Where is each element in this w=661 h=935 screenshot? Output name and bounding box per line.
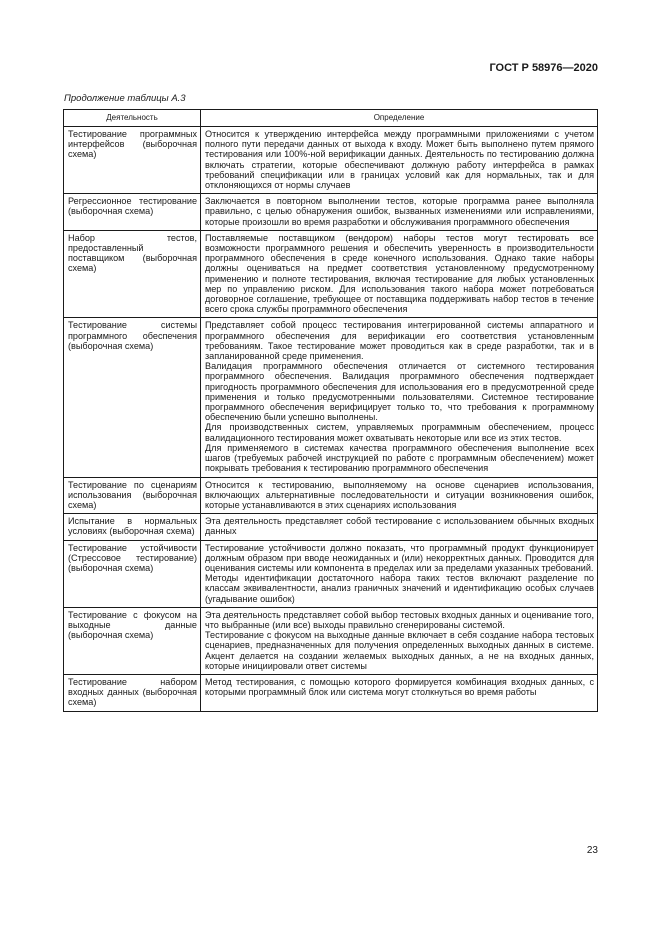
column-header-activity: Деятельность [64,110,201,127]
activity-cell: Регрессионное тестирование (выборочная схема) [64,194,201,231]
definition-cell [201,674,598,711]
activity-cell: Тестирование с фокусом на выходные данные (выборочная схема) [64,607,201,674]
definition-paragraph: Метод тестирования, с помощью которого формируется комбинация входных данных, с которыми программный блок или система могут столкнуться во время работы [205,676,594,698]
definition-cell [201,230,598,318]
activities-table [63,109,598,712]
document-code: ГОСТ Р 58976—2020 [489,62,598,74]
activity-cell: Тестирование набором входных данных (выборочная схема) [64,674,201,711]
table-header-row [64,110,598,127]
table-row [64,127,598,194]
column-header-definition: Определение [201,110,598,127]
table-row [64,540,598,607]
table-row [64,477,598,514]
definition-paragraph: Методы идентификации достаточного набора таких тестов включают разделение по классам эквивалентности, анализ граничных значений и идентификацию особых случаев (угадывание ошибок) [205,573,594,604]
definition-cell [201,194,598,231]
table-row [64,607,598,674]
definition-cell [201,540,598,607]
page-number: 23 [586,845,598,856]
definition-paragraph: Тестирование с фокусом на выходные данные включает в себя создание набора тестовых сценариев, предназначенных для получения определенных выходных данных в системе. Акцент делается на создании желаемых выходных данных, а не на входных данных, которые инициировали ответ системы [205,630,594,671]
definition-paragraph: Представляет собой процесс тестирования интегрированной системы аппаратного и программного обеспечения для верификации его соответствия установленным требованиям. Такое тестирование может проводиться как в среде разработки, так и в запланированной среде применения. [205,320,594,362]
definition-paragraph: Для производственных систем, управляемых программным обеспечением, процесс валидационного тестирования может охватывать некоторые или все из этих тестов. [205,422,594,443]
definition-paragraph: Относится к тестированию, выполняемому на основе сценариев использования, включающих альтернативные последовательности и ситуации возникновения ошибок, которые устанавливаются в этих сценариях использования [205,479,594,510]
definition-cell [201,127,598,194]
definition-paragraph: Для применяемого в системах качества программного обеспечения выполнение всех шагов (требуемых рабочей инструкцией по работе с программным обеспечением) может покрывать требования к тестированию программного обеспечения [205,442,594,474]
activity-cell: Тестирование системы программного обеспечения (выборочная схема) [64,318,201,477]
definition-paragraph: Поставляемые поставщиком (вендором) наборы тестов могут тестировать все возможности программного решения и обеспечить уверенность в производительности программного обеспечения в среде конечного использования. Однако такие наборы должны оцениваться на предмет соответствия установленному предусмотренному применению и полноте тестирования, включая тестирование для любых установленных мер по управлению риском. Для использования такого набора может потребоваться договорное соглашение, требующее от поставщика поддерживать набор тестов в течение всего срока службы программного обеспечения [205,232,594,315]
table-row [64,318,598,477]
activity-cell: Испытание в нормальных условиях (выборочная схема) [64,514,201,540]
table-row [64,194,598,231]
definition-paragraph: Заключается в повторном выполнении тестов, которые программа ранее выполняла правильно, с целью обнаружения ошибок, вызванных изменениями или исправлениями, которые произошли во время разработки и обслуживания программного обеспечения [205,196,594,227]
definition-paragraph: Тестирование устойчивости должно показать, что программный продукт функционирует должным образом при вводе неожиданных и (или) некорректных данных. Проводится для оценивания системы или компонента в пределах или за пределами указанных требований. [205,542,594,573]
table-row [64,514,598,540]
definition-paragraph: Валидация программного обеспечения отличается от системного тестирования программного обеспечения. Валидация программного обеспечения подтверждает пригодность программного обеспечения для использования его в предусмотренной среде применения и только предусмотренными пользователями. Системное тестирование программного обеспечения верифицирует только то, что требования к программному обеспечению были успешно выполнены. [205,361,594,423]
definition-paragraph: Эта деятельность представляет собой выбор тестовых входных данных и оценивание того, что выбранные (или все) выходы правильно сгенерированы системой. [205,609,594,630]
table-body [64,127,598,712]
definition-paragraph: Эта деятельность представляет собой тестирование с использованием обычных входных данных [205,516,594,537]
table-caption: Продолжение таблицы А.3 [64,93,186,104]
definition-cell [201,477,598,514]
definition-cell [201,514,598,540]
definition-paragraph: Относится к утверждению интерфейса между программными приложениями с учетом полного пути передачи данных от выхода к входу. Может быть выполнено путем прямого тестирования или 100%-ной верификации данных. Деятельность по тестированию должна включать стратегии, которые обеспечивают должную работу интерфейса в рамках требований спецификации или в границах условий как для нормальных, так и для отклоняющихся от нормы случаев [205,129,594,191]
table-row [64,674,598,711]
table-row [64,230,598,318]
activity-cell: Набор тестов, предоставленный поставщиком (выборочная схема) [64,230,201,318]
definition-cell [201,318,598,477]
definition-cell [201,607,598,674]
activity-cell: Тестирование программных интерфейсов (выборочная схема) [64,127,201,194]
activity-cell: Тестирование по сценариям использования (выборочная схема) [64,477,201,514]
activity-cell: Тестирование устойчивости (Стрессовое тестирование) (выборочная схема) [64,540,201,607]
